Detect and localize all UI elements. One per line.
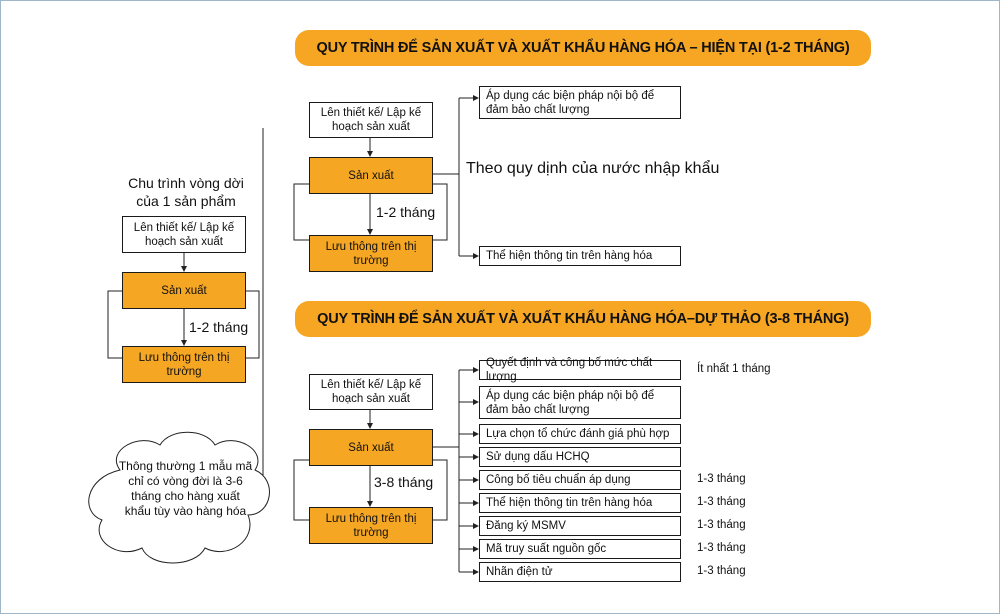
left-design-box: Lên thiết kế/ Lập kế hoạch sản xuất	[122, 216, 246, 253]
banner-draft-process: QUY TRÌNH ĐỂ SẢN XUẤT VÀ XUẤT KHẨU HÀNG HÓA–DỰ THẢO (3-8 THÁNG)	[295, 301, 871, 337]
importer-rule-text: Theo quy dịnh của nước nhập khẩu	[466, 160, 720, 177]
draft-duration-label: 3-8 tháng	[374, 474, 434, 490]
cloud-note: Thông thường 1 mẫu mã chỉ có vòng đời là 3-6 tháng cho hàng xuất khẩu tùy vào hàng hóa	[118, 459, 253, 518]
banner-current-process: QUY TRÌNH ĐỂ SẢN XUẤT VÀ XUẤT KHẨU HÀNG HÓA – HIỆN TẠI (1-2 THÁNG)	[295, 30, 871, 66]
lifecycle-title	[116, 174, 256, 210]
current-step-quality-measures: Áp dụng các biện pháp nội bộ để đảm bảo chất lượng	[479, 86, 681, 119]
draft-time-traceability: 1-3 tháng	[697, 542, 746, 554]
draft-time-e-label: 1-3 tháng	[697, 565, 746, 577]
current-duration-label: 1-2 tháng	[376, 204, 436, 220]
lifecycle-title-line1: Chu trình vòng dời	[128, 175, 244, 191]
draft-time-quality-level: Ít nhất 1 tháng	[697, 363, 771, 375]
draft-time-msmv: 1-3 tháng	[697, 519, 746, 531]
draft-time-product-info: 1-3 tháng	[697, 496, 746, 508]
draft-step-quality-level: Quyết định và công bố mức chất lượng	[479, 360, 681, 380]
draft-step-traceability: Mã truy suất nguồn gốc	[479, 539, 681, 559]
draft-step-quality-measures: Áp dụng các biện pháp nội bộ để đảm bảo chất lượng	[479, 386, 681, 419]
draft-production-box: Sản xuất	[309, 429, 433, 466]
draft-step-product-info: Thể hiện thông tin trên hàng hóa	[479, 493, 681, 513]
current-production-box: Sản xuất	[309, 157, 433, 194]
left-production-box: Sản xuất	[122, 272, 246, 309]
draft-step-e-label: Nhãn điện tử	[479, 562, 681, 582]
draft-step-assessment-org: Lựa chọn tổ chức đánh giá phù hợp	[479, 424, 681, 444]
draft-step-hchq-mark: Sử dụng dấu HCHQ	[479, 447, 681, 467]
draft-circulation-box: Lưu thông trên thị trường	[309, 507, 433, 544]
draft-step-standard-announce: Công bố tiêu chuẩn áp dụng	[479, 470, 681, 490]
draft-step-msmv: Đăng ký MSMV	[479, 516, 681, 536]
current-circulation-box: Lưu thông trên thị trường	[309, 235, 433, 272]
lifecycle-title-line2: của 1 sản phẩm	[136, 193, 236, 209]
current-step-product-info: Thể hiện thông tin trên hàng hóa	[479, 246, 681, 266]
current-design-box: Lên thiết kế/ Lập kế hoạch sản xuất	[309, 102, 433, 138]
draft-time-standard-announce: 1-3 tháng	[697, 473, 746, 485]
draft-design-box: Lên thiết kế/ Lập kế hoạch sản xuất	[309, 374, 433, 410]
left-circulation-box: Lưu thông trên thị trường	[122, 346, 246, 383]
left-duration-label: 1-2 tháng	[189, 319, 249, 335]
